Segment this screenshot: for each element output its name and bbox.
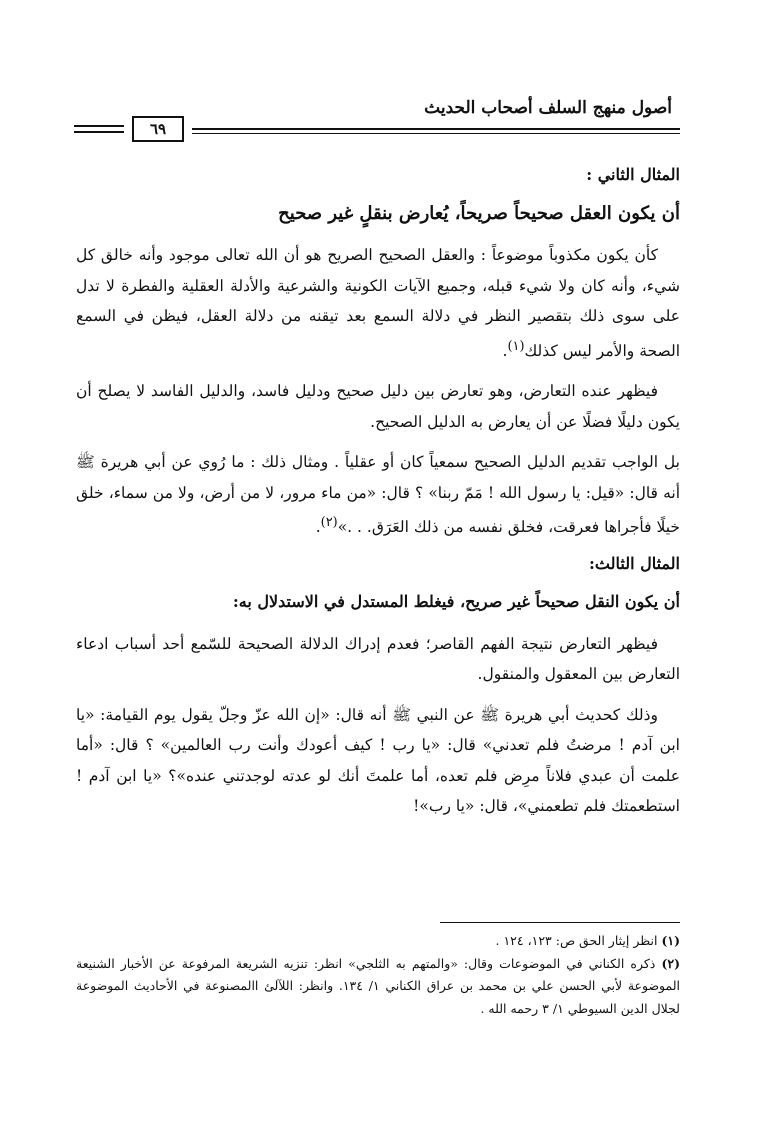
paragraph-3-end: . (315, 518, 321, 537)
running-title: أصول منهج السلف أصحاب الحديث (424, 98, 672, 118)
paragraph-3-text: بل الواجب تقديم الدليل الصحيح سمعياً كان أو عقلياً . ومثال ذلك : ما رُوي عن أبي هريرة ﷺ أنه قال: «قيل: يا رسول الله ! مَمّ ربنا» ؟ قال: «من ماء مرور، لا من أرض، ولا من سماء، خلق خيلًا فأجراها فعرقت، فخلق نفسه من ذلك العَرَق. . .» (76, 453, 680, 537)
header-rule (192, 128, 680, 134)
running-header (72, 92, 680, 138)
paragraph-3 (76, 447, 680, 543)
paragraph-2: فيظهر عنده التعارض، وهو تعارض بين دليل صحيح ودليل فاسد، والدليل الفاسد لا يصلح أن يكون دليلًا فضلًا عن أن يعارض به الدليل الصحيح. (76, 382, 680, 431)
footnote-2-text: ذكره الكناني في الموضوعات وقال: «والمتهم به الثلجي» انظر: تنزيه الشريعة المرفوعة عن الأخبار الشنيعة الموضوعة لأبي الحسن علي بن محمد بن عراق الكناني ١/ ١٣٤. وانظر: اللآلئ االمصنوعة في الأحاديث الموضوعة لجلال الدين السيوطي ١/ ٣ رحمه الله . (76, 955, 681, 1016)
footnote-ref-1: (١) (507, 338, 525, 354)
page-number: ٦٩ (132, 116, 184, 142)
example-three-label: المثال الثالث: (589, 553, 680, 573)
paragraph-5: وذلك كحديث أبي هريرة ﷺ عن النبي ﷺ أنه قال: «إن الله عزّ وجلّ يقول يوم القيامة: «يا ابن آدم ! مرضتُ فلم تعدني» قال: «يا رب ! كيف أعودك وأنت رب العالمين» ؟ قال: «أما علمت أن عبدي فلاناً مرِض فلم تعده، أما علمتَ أنك لو عدته لوجدتني عنده»؟ «يا ابن آدم ! استطعمتك فلم تطعمني»، قال: «يا رب»! (76, 705, 680, 816)
paragraph-4: فيظهر التعارض نتيجة الفهم القاصر؛ فعدم إدراك الدلالة الصحيحة للسّمع أحد أسباب ادعاء التعارض بين المعقول والمنقول. (76, 634, 680, 684)
example-two-label: المثال الثاني : (586, 165, 680, 184)
main-text (76, 160, 680, 822)
footnote-1 (76, 930, 680, 953)
example-two-heading: أن يكون العقل صحيحاً صريحاً، يُعارض بنقلٍ غير صحيح (278, 203, 680, 224)
paragraph-1-end: . (502, 341, 508, 360)
footnotes (76, 930, 680, 1020)
footnote-2-number: (٢) (661, 955, 680, 971)
footnote-1-text: انظر إيثار الحق ص: ١٢٣، ١٢٤ . (495, 933, 658, 948)
footnote-1-number: (١) (661, 933, 680, 948)
paragraph-1 (76, 240, 680, 366)
footnote-separator (440, 922, 680, 923)
header-rule-short (74, 125, 124, 133)
example-three-heading: أن يكون النقل صحيحاً غير صريح، فيغلط المستدل في الاستدلال به: (232, 591, 680, 611)
footnote-ref-2: (٢) (320, 515, 338, 531)
paragraph-1-text: كأن يكون مكذوباً موضوعاً : والعقل الصحيح الصريح هو أن الله تعالى موجود وأنه خالق كل شيء، وأنه كان ولا شيء قبله، وجميع الآيات الكونية والشرعية والأدلة العقلية والفطرة لا تدل على سوى ذلك بتقصير النظر في دلالة السمع بعد تيقنه من دلالة العقل، فيظن في السمع الصحة والأمر ليس كذلك (76, 246, 680, 360)
footnote-2 (76, 953, 680, 1021)
